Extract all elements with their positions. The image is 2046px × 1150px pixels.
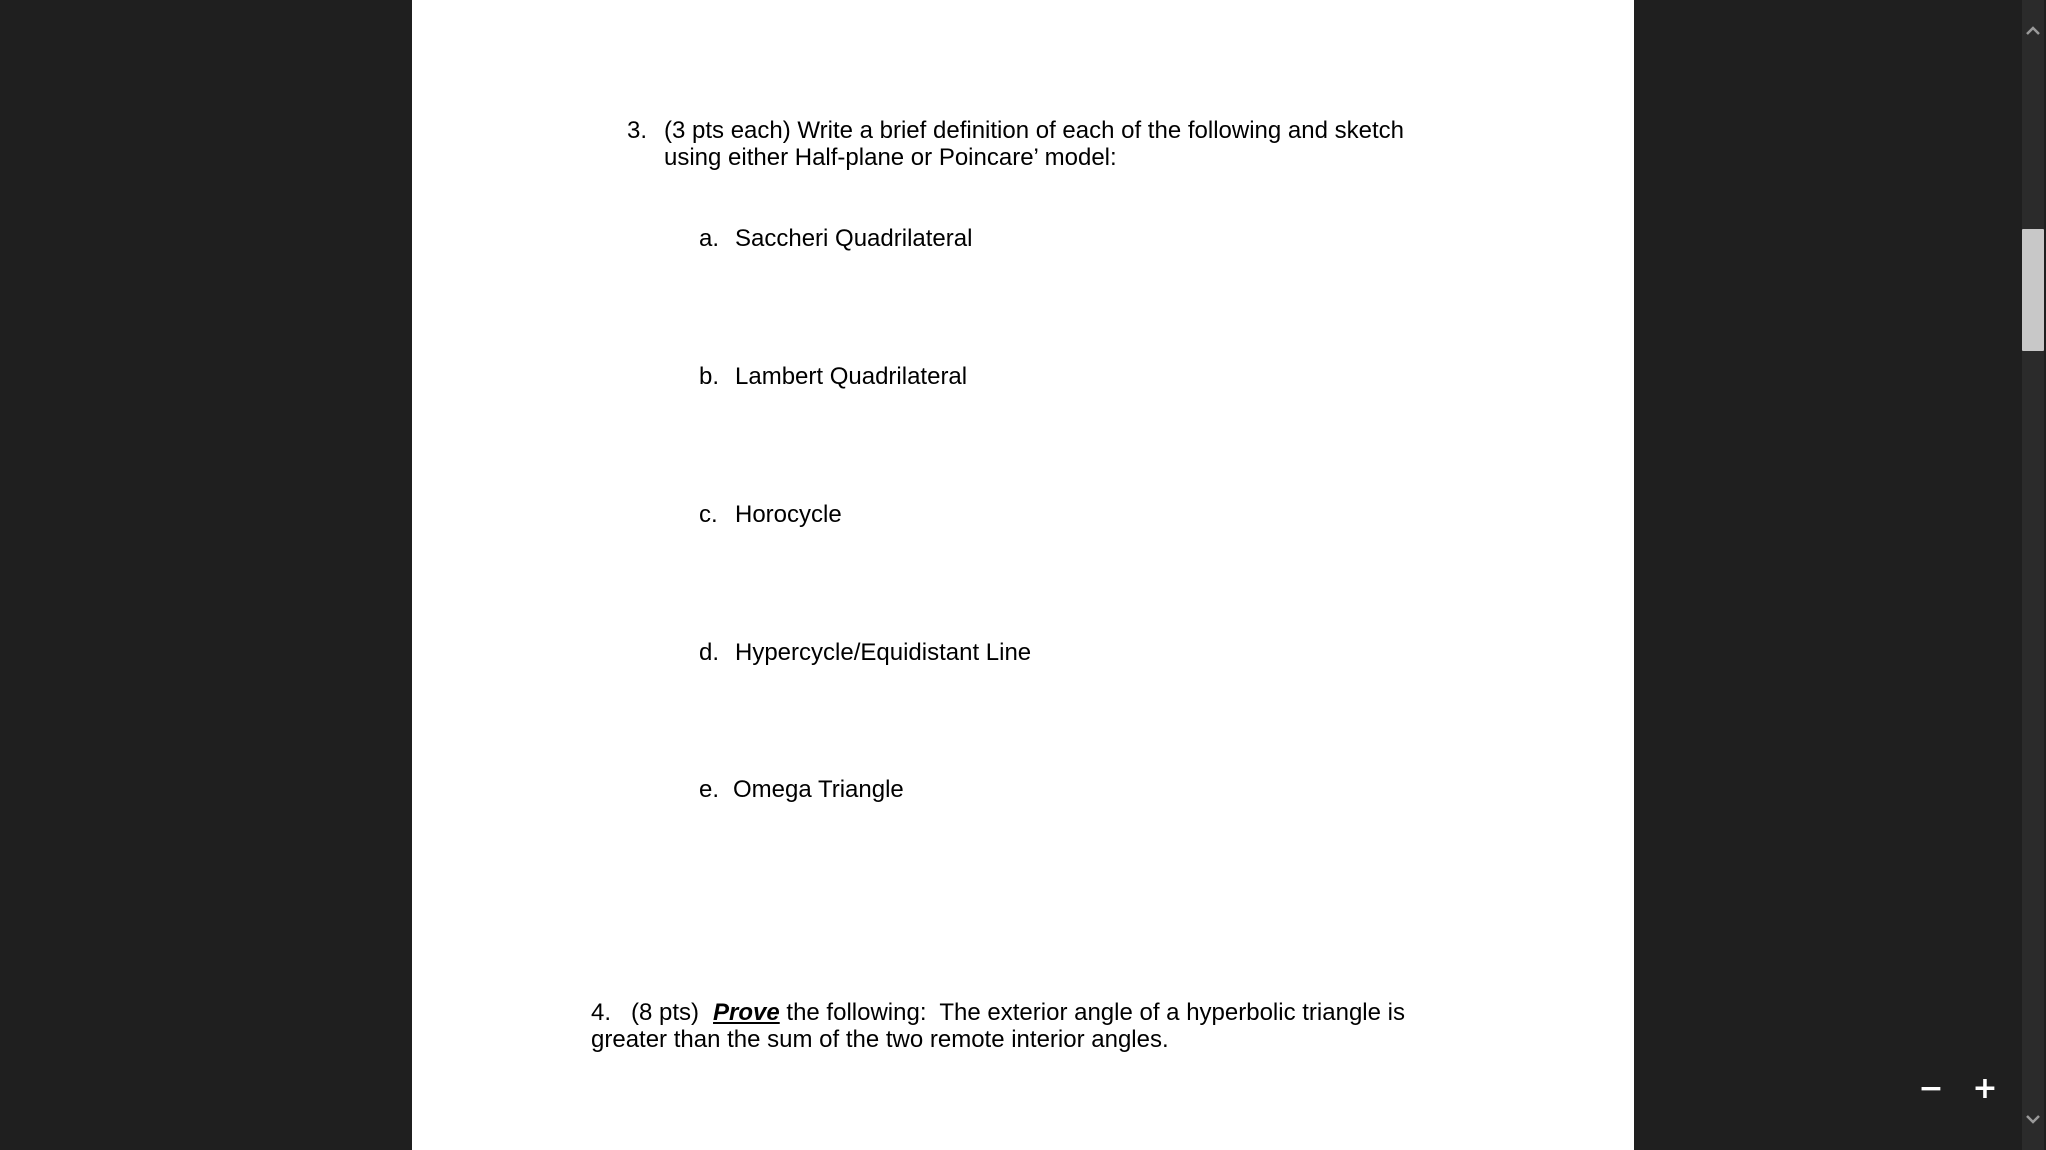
scrollbar-track[interactable] [2022, 0, 2044, 1150]
list-item [699, 639, 1031, 666]
vertical-scrollbar[interactable] [2020, 0, 2046, 1150]
zoom-in-button[interactable]: + [1972, 1071, 1998, 1106]
list-item [699, 776, 904, 803]
question-4-line-2: greater than the sum of the two remote interior angles. [591, 1026, 1169, 1053]
list-item-text: Omega Triangle [733, 776, 904, 803]
list-item [699, 501, 842, 528]
list-item-letter: e. [699, 776, 720, 803]
list-item-text: Horocycle [735, 501, 842, 528]
chevron-up-icon-graphic [2020, 18, 2046, 44]
question-3-prompt [664, 117, 1444, 171]
list-item-letter: a. [699, 225, 720, 252]
document-page [412, 0, 1634, 1150]
question-4-line-1-text: the following: The exterior angle of a hyperbolic triangle is [779, 999, 1405, 1026]
list-item-letter: c. [699, 501, 718, 528]
zoom-out-button[interactable]: − [1918, 1071, 1944, 1106]
list-item [699, 363, 967, 390]
chevron-down-icon-graphic [2020, 1106, 2046, 1132]
question-4-points: (8 pts) [631, 999, 700, 1026]
chevron-down-icon[interactable] [2020, 1106, 2046, 1132]
question-4-prove: Prove [713, 999, 780, 1026]
list-item-letter: d. [699, 639, 720, 666]
question-3-number: 3. [627, 117, 648, 144]
chevron-up-icon[interactable] [2020, 18, 2046, 44]
list-item-text: Lambert Quadrilateral [735, 363, 968, 390]
question-3-line-2: using either Half-plane or Poincare’ model: [664, 144, 1117, 171]
list-item-text: Hypercycle/Equidistant Line [735, 639, 1032, 666]
question-4-number: 4. [591, 999, 612, 1026]
scrollbar-thumb[interactable] [2022, 229, 2044, 351]
list-item-text: Saccheri Quadrilateral [735, 225, 973, 252]
question-3-line-1: (3 pts each) Write a brief definition of each of the following and sketch [664, 117, 1404, 144]
question-4-line-1 [591, 999, 1405, 1026]
list-item-letter: b. [699, 363, 720, 390]
list-item [699, 225, 972, 252]
